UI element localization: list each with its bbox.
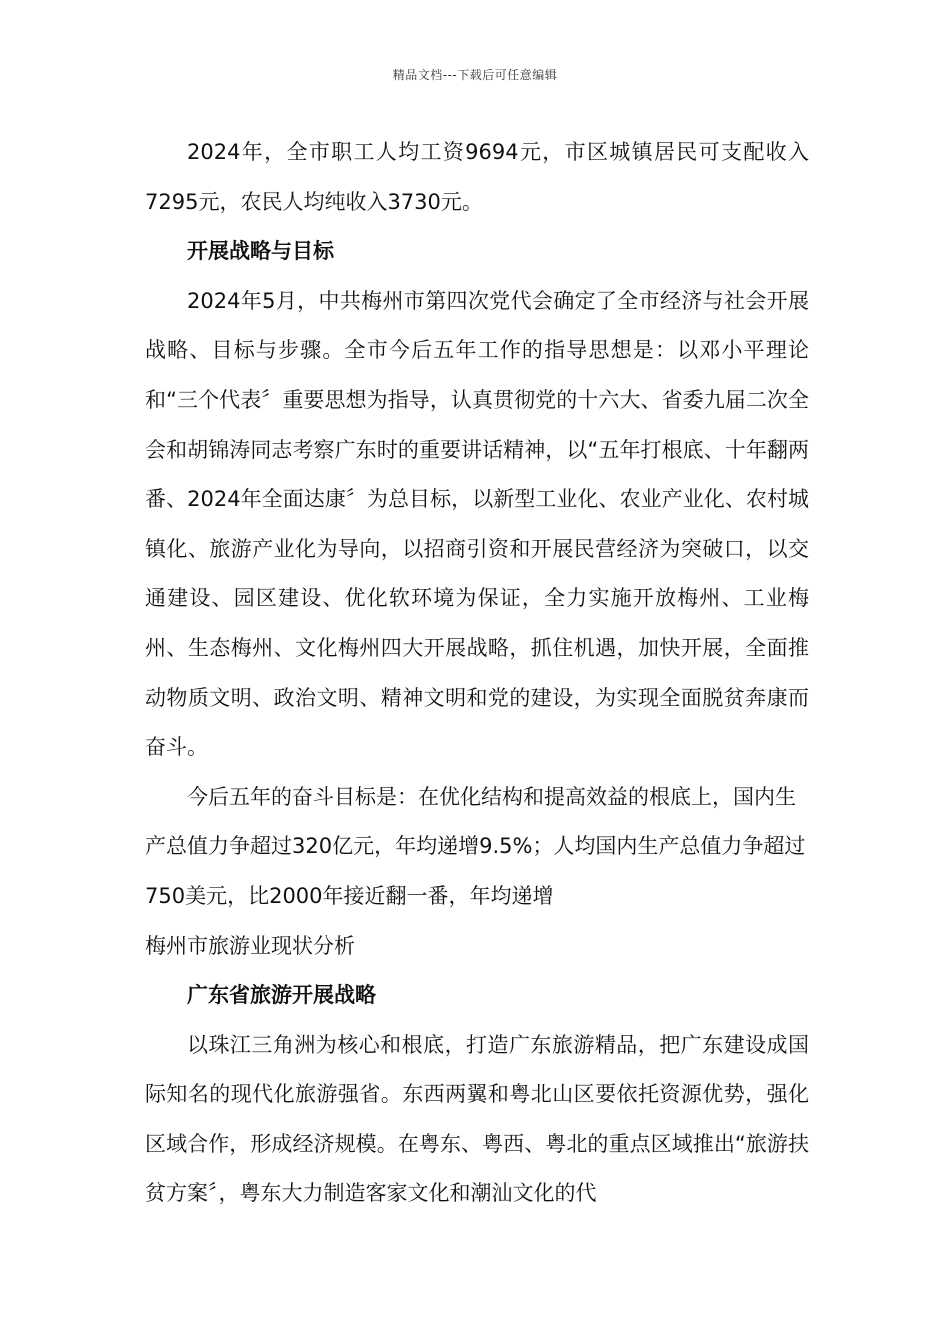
paragraph-guangdong: 以珠江三角洲为核心和根底，打造广东旅游精品，把广东建设成国际知名的现代化旅游强省。东西两翼和粤北山区要依托资源优势，强化区域合作，形成经济规模。在粤东、粤西、粤北的重点区域推出“旅游扶贫方案〞，粤东大力制造客家文化和潮汕文化的代 — [145, 1032, 809, 1206]
heading-strategy: 开展战略与目标 — [187, 239, 334, 264]
paragraph-congress: 2024年5月，中共梅州市第四次党代会确定了全市经济与社会开展战略、目标与步骤。全市今后五年工作的指导思想是：以邓小平理论和“三个代表〞重要思想为指导，认真贯彻党的十六大、省委九届二次全会和胡锦涛同志考察广东时的重要讲话精神，以“五年打根底、十年翻两番、2024年全面达康〞为总目标，以新型工业化、农业产业化、农村城镇化、旅游产业化为导向，以招商引资和开展民营经济为突破口，以交通建设、园区建设、优化软环境为保证，全力实施开放梅州、工业梅州、生态梅州、文化梅州四大开展战略，抓住机遇，加快开展，全面推动物质文明、政治文明、精神文明和党的建设，为实现全面脱贫奔康而奋斗。 — [145, 288, 809, 760]
page-header: 精品文档---下载后可任意编辑 — [392, 68, 558, 82]
section-title: 梅州市旅游业现状分析 — [145, 933, 355, 958]
paragraph-goals: 今后五年的奋斗目标是：在优化结构和提高效益的根底上，国内生产总值力争超过320亿元，年均递增9.5%；人均国内生产总值力争超过750美元，比2000年接近翻一番，年均递增 — [145, 784, 806, 908]
paragraph-income: 2024年，全市职工人均工资9694元，市区城镇居民可支配收入7295元，农民人均纯收入3730元。 — [145, 140, 809, 214]
heading-guangdong: 广东省旅游开展战略 — [187, 983, 376, 1008]
document-body — [145, 128, 809, 1219]
